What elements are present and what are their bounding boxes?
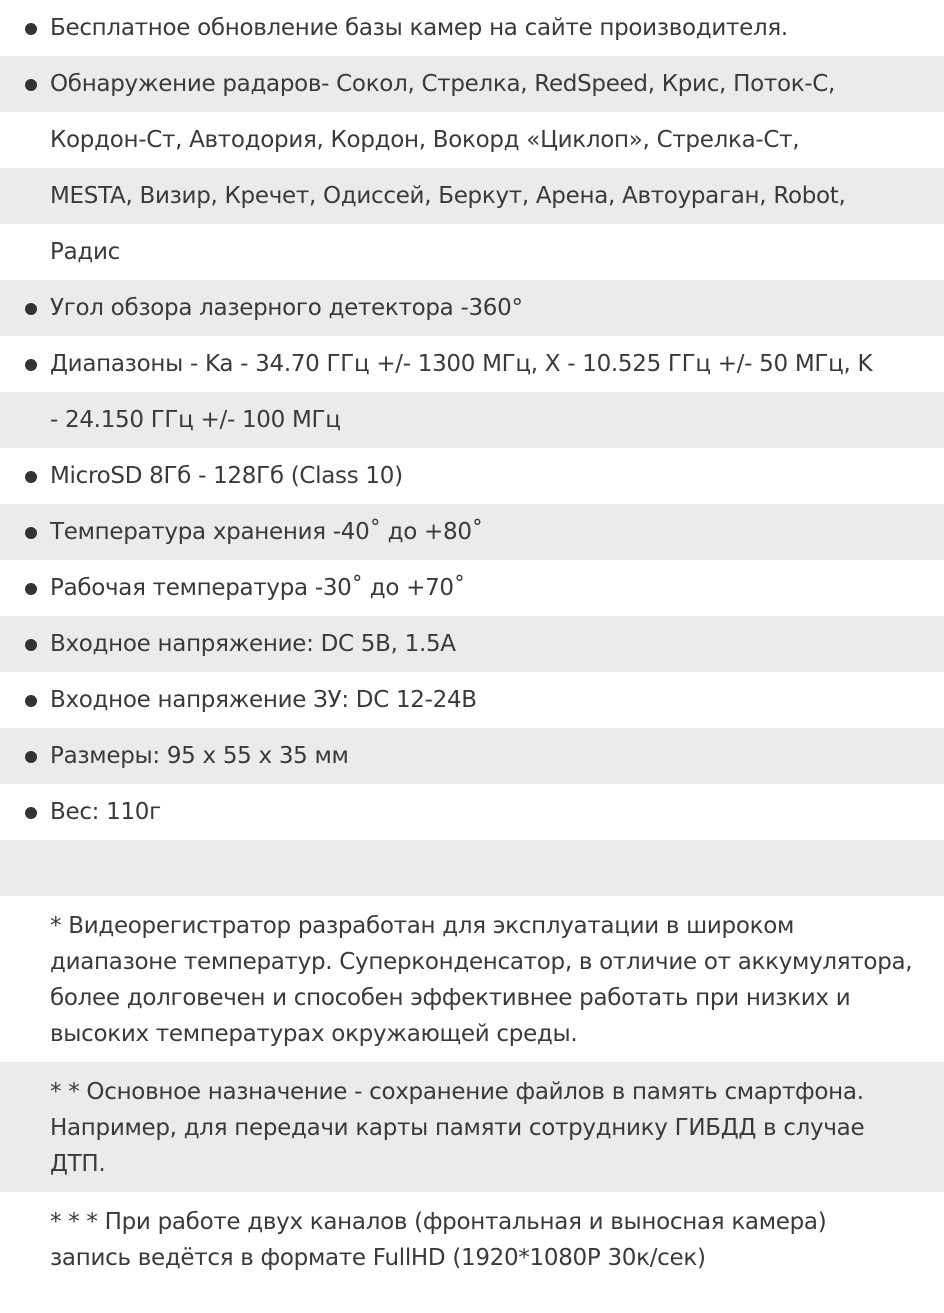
footnote-line: запись ведётся в формате FullHD (1920*1080P 30к/сек) [50,1245,706,1271]
spec-text: Кордон-Ст, Автодория, Кордон, Вокорд «Циклоп», Стрелка-Ст, [50,127,800,153]
spec-text: Обнаружение радаров- Сокол, Стрелка, RedSpeed, Крис, Поток-С, [50,71,836,97]
bullet-icon [25,807,37,819]
spec-item-radars-cont [0,112,944,168]
footnote-line: * * * При работе двух каналов (фронтальная и выносная камера) [50,1209,827,1235]
spec-text: Температура хранения -40˚ до +80˚ [50,519,483,545]
spec-text: Диапазоны - Ka - 34.70 ГГц +/- 1300 МГц, X - 10.525 ГГц +/- 50 МГц, K [50,351,873,377]
spec-item-input-voltage [0,616,944,672]
bullet-icon [25,527,37,539]
spec-text: Размеры: 95 x 55 x 35 мм [50,743,349,769]
bullet-icon [25,583,37,595]
bullet-icon [25,303,37,315]
bullet-icon [25,79,37,91]
footnote-two-channels [0,1192,944,1286]
footnote-line: диапазоне температур. Суперконденсатор, в отличие от аккумулятора, [50,949,913,975]
spec-text: Бесплатное обновление базы камер на сайте производителя. [50,15,788,41]
spec-item-radars-cont [0,168,944,224]
spec-item-laser-angle [0,280,944,336]
spec-text: - 24.150 ГГц +/- 100 МГц [50,407,341,433]
spec-item-microsd [0,448,944,504]
bullet-icon [25,23,37,35]
footnote-smartphone [0,1062,944,1192]
footnote-line: ДТП. [50,1151,106,1177]
spec-item-dimensions [0,728,944,784]
spacer-row [0,840,944,896]
spec-text: Радис [50,239,120,265]
spec-item-work-temp [0,560,944,616]
spec-text: MESTA, Визир, Кречет, Одиссей, Беркут, Арена, Автоураган, Robot, [50,183,846,209]
spec-text: Рабочая температура -30˚ до +70˚ [50,575,465,601]
bullet-icon [25,471,37,483]
bullet-icon [25,695,37,707]
spec-item-radars [0,56,944,112]
footnote-supercapacitor [0,896,944,1062]
footnote-line: Например, для передачи карты памяти сотруднику ГИБДД в случае [50,1115,865,1141]
spec-text: MicroSD 8Гб - 128Гб (Class 10) [50,463,403,489]
footnote-line: * * Основное назначение - сохранение файлов в память смартфона. [50,1079,864,1105]
spec-text: Вес: 110г [50,799,161,825]
spec-item-ranges [0,336,944,392]
footnote-line: более долговечен и способен эффективнее работать при низких и [50,985,851,1011]
spec-item-ranges-cont [0,392,944,448]
bullet-icon [25,359,37,371]
footnote-line: высоких температурах окружающей среды. [50,1021,578,1047]
spec-item-storage-temp [0,504,944,560]
footnote-line: * Видеорегистратор разработан для эксплуатации в широком [50,913,795,939]
spec-text: Угол обзора лазерного детектора -360° [50,295,523,321]
spec-item-free-update [0,0,944,56]
spec-item-charger-voltage [0,672,944,728]
spec-text: Входное напряжение: DC 5В, 1.5А [50,631,456,657]
spec-text: Входное напряжение ЗУ: DC 12-24В [50,687,477,713]
spec-item-weight [0,784,944,840]
footnotes [0,896,944,1286]
bullet-icon [25,639,37,651]
spec-item-radars-cont [0,224,944,280]
bullet-icon [25,751,37,763]
